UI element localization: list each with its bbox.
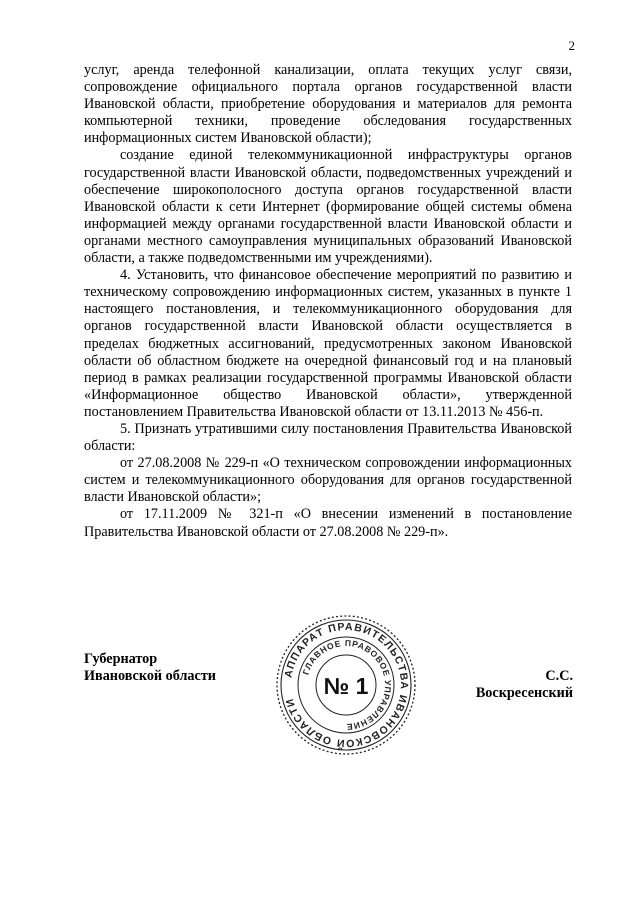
paragraph: от 27.08.2008 № 229-п «О техническом сопровождении информационных систем и телекоммуникационного оборудования для органов государственной власти Ивановской области»; (84, 455, 572, 506)
official-stamp (274, 613, 418, 757)
signatory-position-line: Губернатор (84, 651, 158, 667)
paragraph: 4. Установить, что финансовое обеспечение мероприятий по развитию и техническому сопровождению информационных систем, указанных в пункте 1 настоящего постановления, и телекоммуникационного оборудования для органов государственной власти Ивановской области осуществляется в пределах бюджетных ассигнований, предусмотренных законом Ивановской области об областном бюджете на очередной финансовый год и на плановый период в рамках реализации государственной программы Ивановской области «Информационное общество Ивановской области», утвержденной постановлением Правительства Ивановской области от 13.11.2013 № 456-п. (84, 267, 572, 420)
signatory-name: С.С. Воскресенский (475, 668, 573, 701)
document-body (84, 62, 572, 541)
stamp-number: № 1 (323, 673, 369, 699)
page-number: 2 (568, 38, 575, 53)
paragraph: создание единой телекоммуникационной инфраструктуры органов государственной власти Ивановской области, подведомственных учреждений и обеспечение широкополосного доступа органов государственной власти Ивановской области к сети Интернет (формирование общей системы обмена информацией между органами государственной власти Ивановской области и органами местного самоуправления муниципальных образований Ивановской области, а также подведомственными им учреждениями). (84, 147, 572, 267)
paragraph: 5. Признать утратившими силу постановления Правительства Ивановской области: (84, 420, 572, 455)
stamp-inner-text: ГЛАВНОЕ ПРАВОВОЕ УПРАВЛЕНИЕ (300, 637, 394, 733)
signatory-position-line: Ивановской области (84, 668, 216, 684)
stamp-seal (274, 613, 418, 757)
paragraph: от 17.11.2009 № 321-п «О внесении изменений в постановление Правительства Ивановской области от 27.08.2008 № 229-п». (84, 506, 572, 540)
stamp-ring-text: АППАРАТ ПРАВИТЕЛЬСТВА ИВАНОВСКОЙ ОБЛАСТИ (282, 620, 411, 750)
paragraph: услуг, аренда телефонной канализации, оплата текущих услуг связи, сопровождение официального портала органов государственной власти Ивановской области, приобретение оборудования и материалов для ремонта компьютерной техники, проведение обследования государственных информационных систем Ивановской области); (84, 62, 572, 147)
signatory-position (84, 651, 216, 685)
